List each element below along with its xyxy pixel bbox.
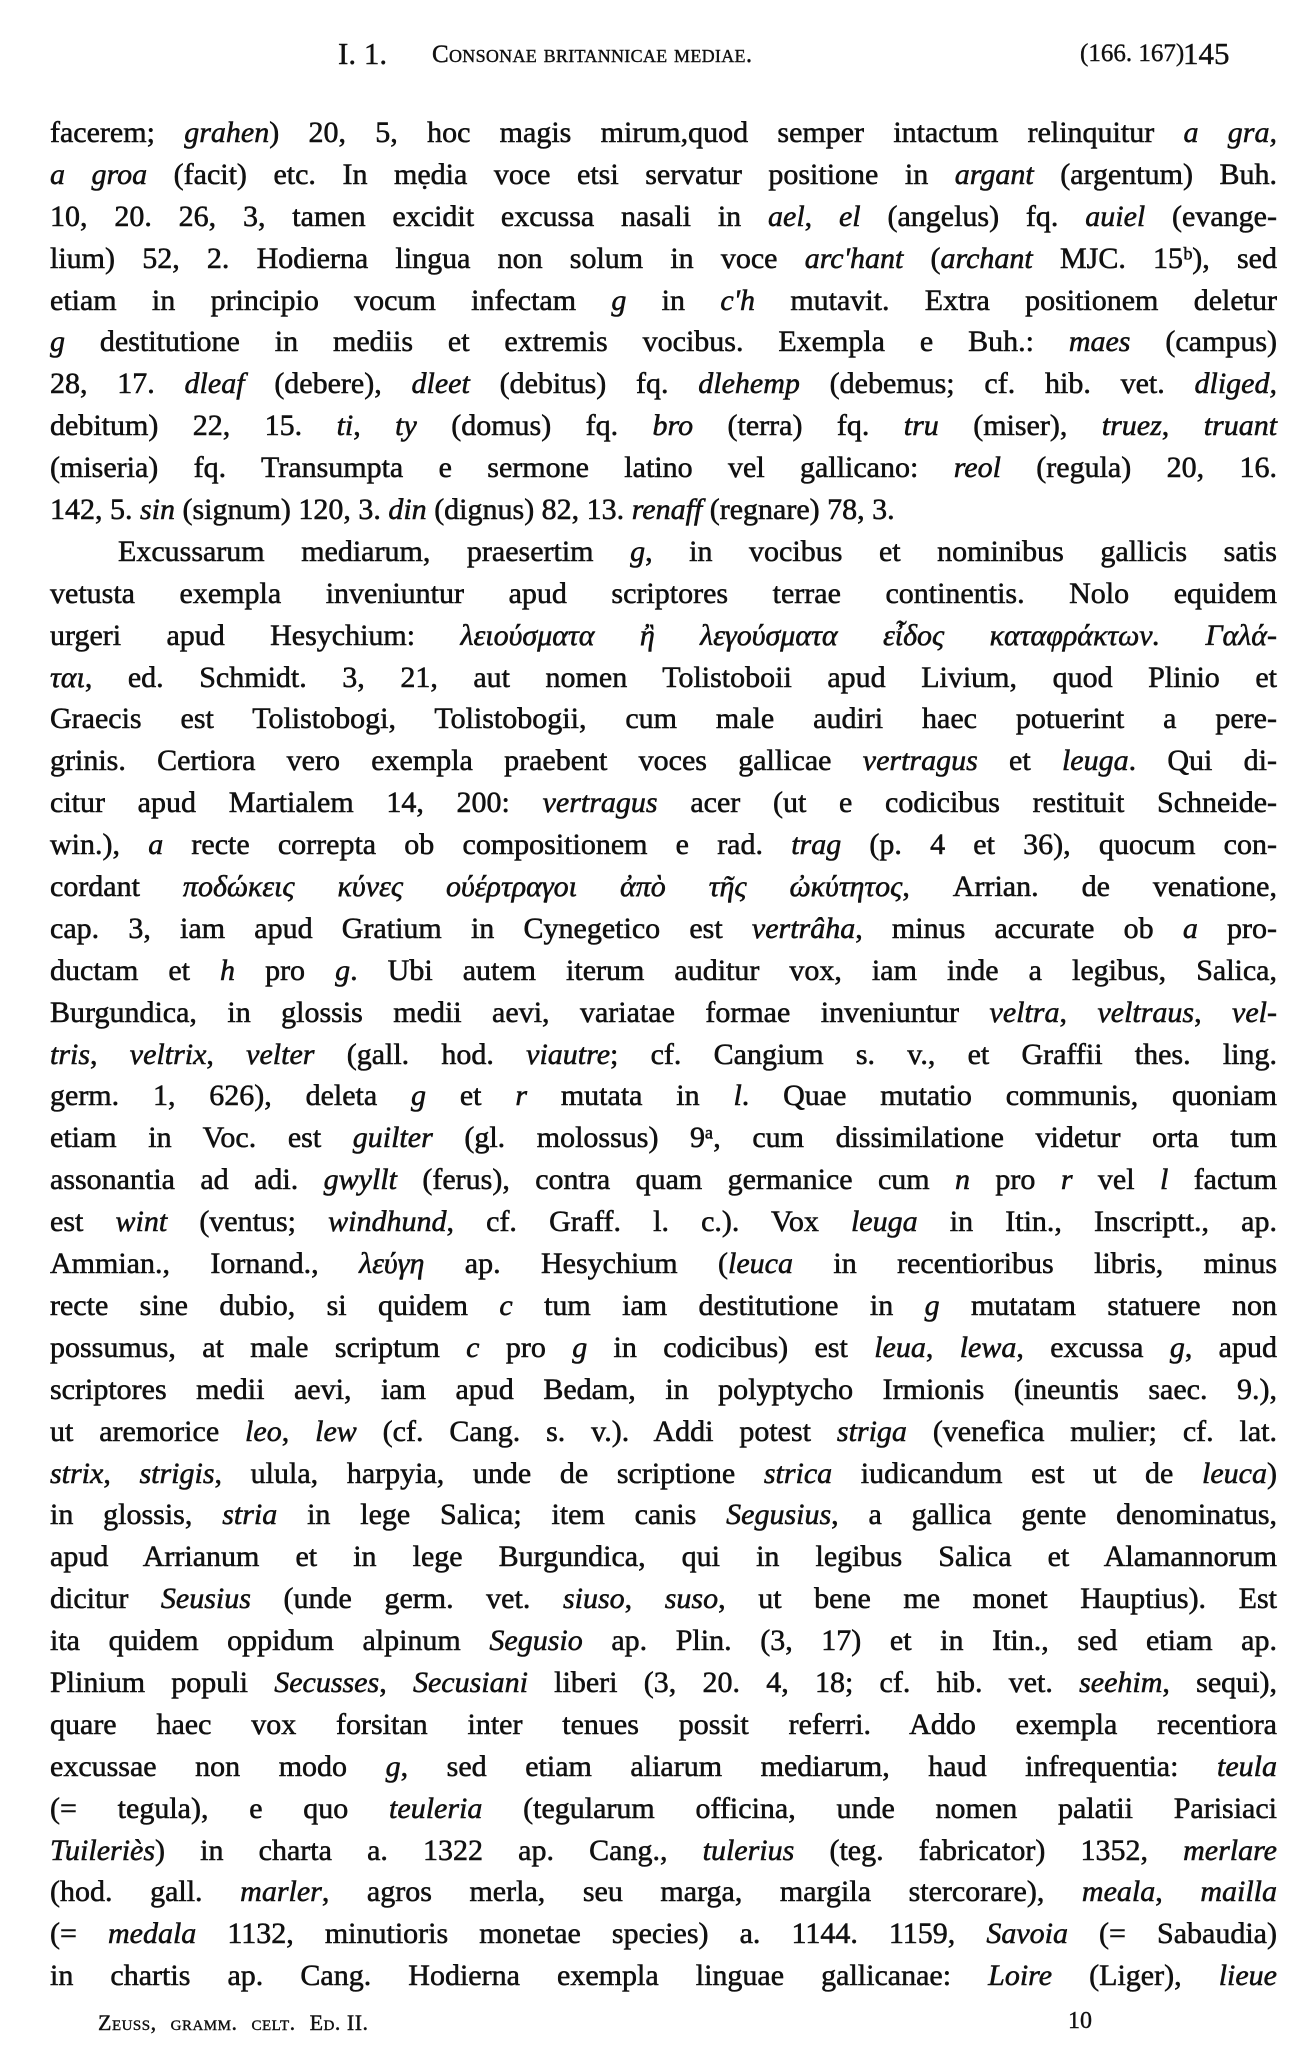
italic-term: Segusio bbox=[489, 1624, 583, 1658]
italic-term: a groa bbox=[50, 157, 148, 191]
italic-term: sin bbox=[140, 493, 176, 527]
italic-term: seehim bbox=[1079, 1665, 1163, 1699]
text-line bbox=[50, 740, 1277, 782]
text-run: (gl. molossus) 9ᵃ, cum dissimilatione videtur orta tum bbox=[432, 1121, 1277, 1155]
text-run: scriptores medii aevi, iam apud Bedam, in polyptycho Irmionis (ineuntis saec. 9.), bbox=[50, 1372, 1277, 1406]
italic-term: grahen bbox=[184, 116, 270, 149]
text-run: (p. 4 et 36), quocum con- bbox=[841, 828, 1277, 862]
paragraph bbox=[50, 531, 1277, 1997]
text-run: , agros merla, seu marga, margila stercorare), bbox=[321, 1875, 1082, 1909]
italic-term: gwyllt bbox=[323, 1163, 397, 1197]
signature-word: gramm. bbox=[170, 2010, 238, 2035]
text-run: ita quidem oppidum alpinum bbox=[50, 1624, 490, 1658]
text-run: . Ubi autem iterum auditur vox, iam inde a legibus, Salica, bbox=[350, 953, 1277, 987]
text-run: mutavit. Extra positionem deletur bbox=[755, 283, 1277, 317]
text-run: (hod. gall. bbox=[50, 1875, 241, 1909]
text-run: , ut bene me monet Hauptius). Est bbox=[718, 1582, 1277, 1616]
text-run: (miser), bbox=[938, 409, 1102, 443]
text-run: , minus accurate ob bbox=[855, 911, 1183, 945]
italic-term: leuga bbox=[1061, 744, 1129, 778]
text-run: etiam in principio vocum infectam bbox=[50, 283, 612, 317]
italic-term: vel- bbox=[1232, 995, 1278, 1029]
text-run: Plinium populi bbox=[50, 1665, 275, 1699]
italic-term: Tuileriès bbox=[50, 1833, 156, 1867]
text-line bbox=[50, 782, 1277, 824]
text-run: , bbox=[925, 1330, 960, 1364]
text-line bbox=[50, 992, 1277, 1034]
text-run: , sequi), bbox=[1162, 1665, 1277, 1699]
italic-term: wint bbox=[115, 1205, 168, 1239]
italic-term: ti bbox=[336, 409, 354, 443]
italic-term: Seusius bbox=[160, 1582, 251, 1616]
text-line bbox=[50, 1536, 1277, 1578]
italic-term: Savoia bbox=[986, 1917, 1068, 1951]
text-run: vel bbox=[1072, 1163, 1160, 1197]
italic-term: tru bbox=[903, 409, 939, 443]
italic-term: tris bbox=[50, 1037, 91, 1071]
italic-term: g bbox=[50, 325, 65, 359]
italic-term: el bbox=[838, 199, 861, 233]
italic-term: g bbox=[611, 283, 627, 317]
text-run: (teg. fabricator) 1352, bbox=[794, 1833, 1184, 1867]
text-line bbox=[50, 573, 1277, 615]
text-line bbox=[50, 1830, 1277, 1872]
text-run: MJC. 15ᵇ), sed bbox=[1032, 241, 1277, 275]
text-line bbox=[50, 824, 1277, 866]
italic-term: teula bbox=[1217, 1749, 1277, 1783]
italic-term: lieue bbox=[1218, 1959, 1277, 1993]
text-run: in chartis ap. Cang. Hodierna exempla linguae gallicanae: bbox=[50, 1959, 989, 1993]
italic-term: leuca bbox=[1202, 1456, 1267, 1490]
text-line bbox=[50, 238, 1277, 280]
italic-term: g bbox=[1169, 1330, 1185, 1364]
italic-term: g bbox=[335, 953, 351, 987]
text-run: ( bbox=[903, 241, 941, 275]
text-line bbox=[50, 280, 1277, 322]
text-line bbox=[50, 1620, 1277, 1662]
italic-term: dleaf bbox=[184, 367, 245, 401]
italic-term: viautre bbox=[526, 1037, 611, 1071]
italic-term: truez bbox=[1101, 409, 1162, 443]
text-run: (gall. hod. bbox=[314, 1037, 527, 1071]
text-run: ) in charta a. 1322 ap. Cang., bbox=[155, 1833, 703, 1867]
text-run: , bbox=[1155, 1875, 1201, 1909]
text-line bbox=[50, 657, 1277, 699]
italic-term: a bbox=[1182, 911, 1198, 945]
text-run: germ. 1, 626), deleta bbox=[50, 1079, 412, 1113]
text-run: (venefica mulier; cf. lat. bbox=[906, 1414, 1278, 1448]
text-run: (debitus) fq. bbox=[469, 367, 699, 401]
italic-term: lew bbox=[315, 1414, 357, 1448]
page-body-text bbox=[50, 112, 1277, 1997]
text-run: , a gallica gente denominatus, bbox=[831, 1498, 1277, 1532]
text-run: pro bbox=[479, 1330, 573, 1364]
text-line bbox=[50, 196, 1277, 238]
text-run: (regula) 20, 16. bbox=[1000, 451, 1277, 485]
signature-word: Ed. II. bbox=[309, 2010, 369, 2035]
italic-term: Segusius bbox=[726, 1498, 832, 1532]
page-number: 145 bbox=[1183, 36, 1230, 71]
italic-term: l bbox=[1159, 1163, 1169, 1197]
text-line bbox=[50, 908, 1277, 950]
italic-term: reol bbox=[953, 451, 1001, 485]
text-run: pro- bbox=[1197, 911, 1278, 945]
text-run: dicitur bbox=[50, 1582, 161, 1616]
text-line bbox=[50, 1788, 1277, 1830]
text-line bbox=[50, 1411, 1277, 1453]
italic-term: renaff bbox=[631, 493, 703, 527]
text-line bbox=[50, 1075, 1277, 1117]
italic-term: g bbox=[385, 1749, 401, 1783]
text-run: pro bbox=[970, 1163, 1061, 1197]
text-run: quare haec vox forsitan inter tenues possit referri. Addo exempla recentiora bbox=[50, 1707, 1277, 1741]
text-run: . Qui di- bbox=[1128, 744, 1277, 778]
sheet-number: 10 bbox=[1068, 2008, 1092, 2034]
text-run: , Arrian. de venatione, bbox=[902, 870, 1277, 904]
text-line bbox=[50, 1955, 1277, 1997]
text-run: assonantia ad adi. bbox=[50, 1163, 324, 1197]
text-run: ) bbox=[1267, 1456, 1277, 1490]
italic-term: striga bbox=[836, 1414, 907, 1448]
text-run: win.), bbox=[50, 828, 149, 862]
italic-term: veltraus bbox=[1097, 995, 1195, 1029]
text-run: recte correpta ob compositionem e rad. bbox=[163, 828, 792, 862]
text-run: factum bbox=[1168, 1163, 1277, 1197]
text-run: facerem; bbox=[50, 116, 185, 149]
text-run: cap. 3, iam apud Gratium in Cynegetico est bbox=[50, 911, 752, 945]
italic-term: vertrâha bbox=[751, 911, 856, 945]
text-line bbox=[50, 112, 1277, 154]
text-line bbox=[50, 1913, 1277, 1955]
text-line bbox=[50, 1704, 1277, 1746]
text-run: , apud bbox=[1184, 1330, 1278, 1364]
italic-term: siuso bbox=[562, 1582, 625, 1616]
text-run: (facit) etc. In mẹdia voce etsi servatur positione in bbox=[147, 157, 955, 191]
text-run: (debemus; cf. hib. vet. bbox=[799, 367, 1195, 401]
text-run: (regnare) 78, 3. bbox=[702, 493, 895, 527]
text-run: . Quae mutatio communis, quoniam bbox=[741, 1079, 1278, 1113]
text-run: etiam in Voc. est bbox=[50, 1121, 353, 1155]
text-run: , ulula, harpyia, unde de scriptione bbox=[214, 1456, 764, 1490]
italic-term: leo bbox=[245, 1414, 282, 1448]
text-run: et bbox=[426, 1079, 516, 1113]
text-run: (= Sabaudia) bbox=[1068, 1917, 1277, 1951]
italic-term: λεύγη bbox=[359, 1247, 425, 1281]
italic-term: auiel bbox=[1085, 199, 1146, 233]
running-title: Consonae britannicae mediae. bbox=[432, 41, 753, 68]
text-run: est bbox=[50, 1205, 116, 1239]
text-line bbox=[50, 447, 1277, 489]
italic-term: din bbox=[388, 493, 427, 527]
text-run: 142, 5. bbox=[50, 493, 140, 527]
italic-term: ty bbox=[395, 409, 417, 443]
italic-term: l bbox=[733, 1079, 742, 1113]
text-run: Excussarum mediarum, praesertim bbox=[118, 534, 631, 568]
italic-term: Secusses bbox=[274, 1665, 380, 1699]
italic-term: archant bbox=[940, 241, 1033, 275]
text-run: (tegularum officina, unde nomen palatii Parisiaci bbox=[482, 1791, 1277, 1825]
text-run: , bbox=[804, 199, 839, 233]
text-line bbox=[50, 363, 1277, 405]
italic-term: Secusiani bbox=[412, 1665, 528, 1699]
text-line bbox=[50, 405, 1277, 447]
text-run: lium) 52, 2. Hodierna lingua non solum in voce bbox=[50, 241, 805, 275]
text-run: Burgundica, in glossis medii aevi, variatae formae inveniuntur bbox=[50, 995, 990, 1029]
text-run: , bbox=[624, 1582, 665, 1616]
text-run: in Itin., Inscriptt., ap. bbox=[917, 1205, 1277, 1239]
text-run: (Liger), bbox=[1052, 1959, 1219, 1993]
text-run: , in vocibus et nominibus gallicis satis bbox=[645, 534, 1277, 568]
text-run: , bbox=[281, 1414, 316, 1448]
italic-term: h bbox=[220, 953, 236, 987]
text-run: mutata in bbox=[527, 1079, 734, 1113]
text-run: tum iam destitutione in bbox=[512, 1288, 925, 1322]
text-run: apud Arrianum et in lege Burgundica, qui in legibus Salica et Alamannorum bbox=[50, 1540, 1277, 1574]
running-header bbox=[0, 36, 1300, 76]
text-run: citur apud Martialem 14, 200: bbox=[50, 786, 543, 820]
text-run: in recentioribus libris, minus bbox=[792, 1247, 1277, 1281]
italic-term: windhund bbox=[328, 1205, 447, 1239]
italic-term: a bbox=[148, 828, 164, 862]
italic-term: c bbox=[466, 1330, 480, 1364]
text-run: ) 20, 5, hoc magis mirum,quod semper intactum relinquitur bbox=[269, 116, 1184, 149]
italic-term: suso bbox=[664, 1582, 719, 1616]
text-run: ap. Plin. (3, 17) et in Itin., sed etiam ap. bbox=[582, 1624, 1277, 1658]
italic-term: veltra bbox=[989, 995, 1060, 1029]
italic-term: g bbox=[411, 1079, 427, 1113]
italic-term: medala bbox=[107, 1917, 197, 1951]
text-run: (debere), bbox=[244, 367, 412, 401]
text-run: (miseria) fq. Transumpta e sermone latino vel gallicano: bbox=[50, 451, 954, 485]
text-line bbox=[50, 615, 1277, 657]
italic-term: n bbox=[955, 1163, 971, 1197]
text-run: (dignus) 82, 13. bbox=[426, 493, 632, 527]
italic-term: stria bbox=[222, 1498, 278, 1532]
text-run: , bbox=[103, 1456, 140, 1490]
italic-term: maes bbox=[1068, 325, 1131, 359]
italic-term: ται bbox=[50, 660, 85, 694]
text-run: , bbox=[379, 1665, 413, 1699]
text-run: et bbox=[977, 744, 1062, 778]
text-run: (cf. Cang. s. v.). Addi potest bbox=[356, 1414, 837, 1448]
text-run: , bbox=[90, 1037, 130, 1071]
text-run: possumus, at male scriptum bbox=[50, 1330, 467, 1364]
text-run: vetusta exempla inveniuntur apud scriptores terrae continentis. Nolo equidem bbox=[50, 576, 1277, 610]
text-run: (signum) 120, 3. bbox=[175, 493, 389, 527]
text-line bbox=[50, 1243, 1277, 1285]
section-number: I. 1. bbox=[338, 36, 388, 71]
text-line bbox=[50, 1369, 1277, 1411]
italic-term: dliged, bbox=[1194, 367, 1278, 401]
text-run: , bbox=[206, 1037, 247, 1071]
signature-word: celt. bbox=[251, 2010, 296, 2035]
text-run: (evange- bbox=[1145, 199, 1277, 233]
text-run: in glossis, bbox=[50, 1498, 223, 1532]
text-line bbox=[50, 866, 1277, 908]
text-run: destitutione in mediis et extremis vocibus. Exempla e Buh.: bbox=[65, 325, 1069, 359]
paragraph bbox=[50, 112, 1277, 531]
text-line bbox=[50, 154, 1277, 196]
italic-term: veltrix bbox=[129, 1037, 207, 1071]
italic-term: strigis bbox=[139, 1456, 215, 1490]
italic-term: λειούσματα ἢ λεγούσματα εἶδος καταφράκτων. Γαλά- bbox=[460, 618, 1278, 652]
text-line bbox=[50, 1662, 1277, 1704]
text-run: urgeri apud Hesychium: bbox=[50, 618, 461, 652]
text-line bbox=[50, 698, 1277, 740]
text-run: , bbox=[1161, 409, 1204, 443]
text-run: , bbox=[353, 409, 396, 443]
section-reference: (166. 167) bbox=[1080, 40, 1185, 67]
text-line bbox=[50, 1285, 1277, 1327]
italic-term: vertragus bbox=[862, 744, 978, 778]
text-line bbox=[50, 950, 1277, 992]
text-run: in bbox=[626, 283, 721, 317]
italic-term: strica bbox=[763, 1456, 833, 1490]
italic-term: leua bbox=[874, 1330, 926, 1364]
text-run: in lege Salica; item canis bbox=[277, 1498, 727, 1532]
italic-term: strix bbox=[50, 1456, 104, 1490]
text-run: excussae non modo bbox=[50, 1749, 386, 1783]
text-run: acer (ut e codicibus restituit Schneide- bbox=[657, 786, 1278, 820]
italic-term: c bbox=[499, 1288, 513, 1322]
italic-term: guilter bbox=[352, 1121, 433, 1155]
italic-term: ael bbox=[768, 199, 805, 233]
italic-term: g bbox=[924, 1288, 940, 1322]
text-run: , bbox=[1194, 995, 1233, 1029]
text-line bbox=[50, 1034, 1277, 1076]
italic-term: argant bbox=[954, 157, 1034, 191]
text-run: (unde germ. vet. bbox=[250, 1582, 563, 1616]
text-line bbox=[50, 489, 1277, 531]
italic-term: mailla bbox=[1200, 1875, 1278, 1909]
text-line bbox=[50, 1159, 1277, 1201]
italic-term: dleet bbox=[411, 367, 470, 401]
italic-term: ποδώκεις κύνες ούέρτραγοι ἀπὸ τῆς ὠκύτητος bbox=[182, 870, 903, 904]
italic-term: merlare bbox=[1183, 1833, 1277, 1867]
printer-signature bbox=[98, 2010, 383, 2036]
text-line bbox=[50, 1201, 1277, 1243]
italic-term: dlehemp bbox=[698, 367, 800, 401]
text-run: 1132, minutioris monetae species) a. 1144. 1159, bbox=[196, 1917, 987, 1951]
text-run: ; cf. Cangium s. v., et Graffii thes. ling. bbox=[610, 1037, 1278, 1071]
text-run: mutatam statuere non bbox=[939, 1288, 1277, 1322]
text-run: ap. Hesychium ( bbox=[424, 1247, 728, 1281]
text-run: cordant bbox=[50, 870, 183, 904]
italic-term: r bbox=[515, 1079, 528, 1113]
text-line bbox=[50, 1494, 1277, 1536]
signature-word: Zeuss, bbox=[98, 2010, 157, 2035]
italic-term: marler bbox=[240, 1875, 322, 1909]
text-run: liberi (3, 20. 4, 18; cf. hib. vet. bbox=[527, 1665, 1080, 1699]
italic-term: c'h bbox=[720, 283, 756, 317]
italic-term: arc'hant bbox=[804, 241, 904, 275]
text-line bbox=[50, 321, 1277, 363]
text-run: (domus) fq. bbox=[416, 409, 653, 443]
text-line bbox=[50, 1117, 1277, 1159]
text-run: , ed. Schmidt. 3, 21, aut nomen Tolistoboii apud Livium, quod Plinio et bbox=[84, 660, 1277, 694]
text-run: ductam et bbox=[50, 953, 221, 987]
italic-term: vertragus bbox=[542, 786, 658, 820]
text-run: (argentum) Buh. bbox=[1033, 157, 1277, 191]
text-run: (angelus) fq. bbox=[860, 199, 1086, 233]
text-run: (ferus), contra quam germanice cum bbox=[396, 1163, 956, 1197]
text-run: grinis. Certiora vero exempla praebent voces gallicae bbox=[50, 744, 863, 778]
italic-term: tulerius bbox=[702, 1833, 795, 1867]
text-line bbox=[50, 1578, 1277, 1620]
italic-term: g bbox=[572, 1330, 588, 1364]
italic-term: velter bbox=[246, 1037, 315, 1071]
italic-term: meala bbox=[1081, 1875, 1156, 1909]
italic-term: lewa bbox=[959, 1330, 1017, 1364]
text-run: pro bbox=[235, 953, 336, 987]
text-run: (= bbox=[50, 1917, 108, 1951]
text-run: ut aremorice bbox=[50, 1414, 246, 1448]
text-run: , bbox=[1059, 995, 1098, 1029]
text-run: (terra) fq. bbox=[693, 409, 904, 443]
text-run: 28, 17. bbox=[50, 367, 185, 401]
italic-term: leuga bbox=[850, 1205, 918, 1239]
text-line bbox=[50, 1453, 1277, 1495]
text-run: in codicibus) est bbox=[587, 1330, 875, 1364]
text-run: recte sine dubio, si quidem bbox=[50, 1288, 500, 1322]
italic-term: g bbox=[630, 534, 646, 568]
italic-term: a gra, bbox=[1183, 116, 1277, 149]
text-run: 10, 20. 26, 3, tamen excidit excussa nasali in bbox=[50, 199, 768, 233]
text-run: , sed etiam aliarum mediarum, haud infrequentia: bbox=[400, 1749, 1217, 1783]
text-run: Graecis est Tolistobogi, Tolistobogii, cum male audiri haec potuerint a pere- bbox=[50, 702, 1277, 736]
italic-term: r bbox=[1060, 1163, 1073, 1197]
text-line bbox=[50, 1327, 1277, 1369]
text-run: (campus) bbox=[1130, 325, 1278, 359]
italic-term: trag bbox=[791, 828, 842, 862]
italic-term: Loire bbox=[988, 1959, 1053, 1993]
italic-term: leuca bbox=[728, 1247, 793, 1281]
text-run: Ammian., Iornand., bbox=[50, 1247, 360, 1281]
text-line bbox=[50, 531, 1277, 573]
text-run: , cf. Graff. l. c.). Vox bbox=[446, 1205, 851, 1239]
text-run: debitum) 22, 15. bbox=[50, 409, 337, 443]
text-line bbox=[50, 1871, 1277, 1913]
italic-term: teuleria bbox=[389, 1791, 483, 1825]
text-run: (= tegula), e quo bbox=[50, 1791, 390, 1825]
text-run: (ventus; bbox=[167, 1205, 329, 1239]
italic-term: truant bbox=[1203, 409, 1278, 443]
text-run: iudicandum est ut de bbox=[832, 1456, 1203, 1490]
italic-term: bro bbox=[652, 409, 694, 443]
text-run: , excussa bbox=[1016, 1330, 1170, 1364]
text-line bbox=[50, 1746, 1277, 1788]
